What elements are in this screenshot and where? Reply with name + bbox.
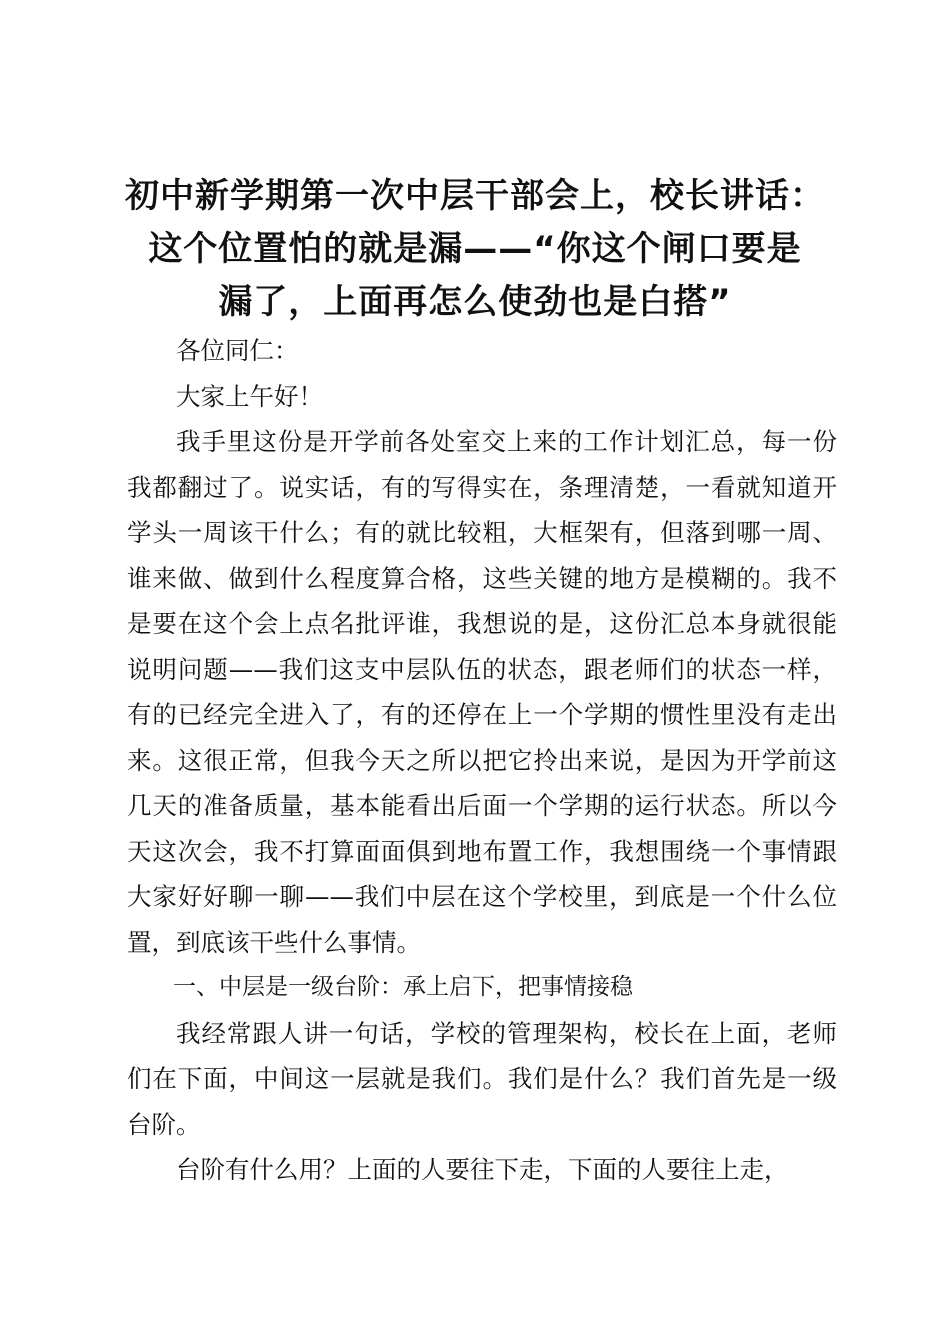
- section-1-heading: 一、中层是一级台阶：承上启下，把事情接稳: [173, 974, 633, 1000]
- paragraph-2: 我经常跟人讲一句话，学校的管理架构，校长在上面，老师们在下面，中间这一层就是我们。我们是什么？我们首先是一级台阶。: [127, 1018, 837, 1139]
- document-body: [127, 328, 837, 1193]
- salutation: 大家上午好！: [176, 381, 323, 411]
- title-line-2: 这个位置怕的就是漏——“你这个闸口要是: [148, 229, 802, 269]
- title-line-3: 漏了，上面再怎么使劲也是白搭”: [218, 282, 732, 322]
- document-title: [110, 170, 840, 329]
- greeting: 各位同仁：: [176, 336, 299, 365]
- paragraph-1: 我手里这份是开学前各处室交上来的工作计划汇总，每一份我都翻过了。说实话，有的写得实在，条理清楚，一看就知道开学头一周该干什么；有的就比较粗，大框架有，但落到哪一周、谁来做、做到什么程度算合格，这些关键的地方是模糊的。我不是要在这个会上点名批评谁，我想说的是，这份汇总本身就很能说明问题——我们这支中层队伍的状态，跟老师们的状态一样，有的已经完全进入了，有的还停在上一个学期的惯性里没有走出来。这很正常，但我今天之所以把它拎出来说，是因为开学前这几天的准备质量，基本能看出后面一个学期的运行状态。所以今天这次会，我不打算面面俱到地布置工作，我想围绕一个事情跟大家好好聊一聊——我们中层在这个学校里，到底是一个什么位置，到底该干些什么事情。: [127, 427, 837, 957]
- title-line-1: 初中新学期第一次中层干部会上，校长讲话：: [125, 176, 825, 216]
- paragraph-3: 台阶有什么用？上面的人要往下走，下面的人要往上走，: [176, 1155, 789, 1184]
